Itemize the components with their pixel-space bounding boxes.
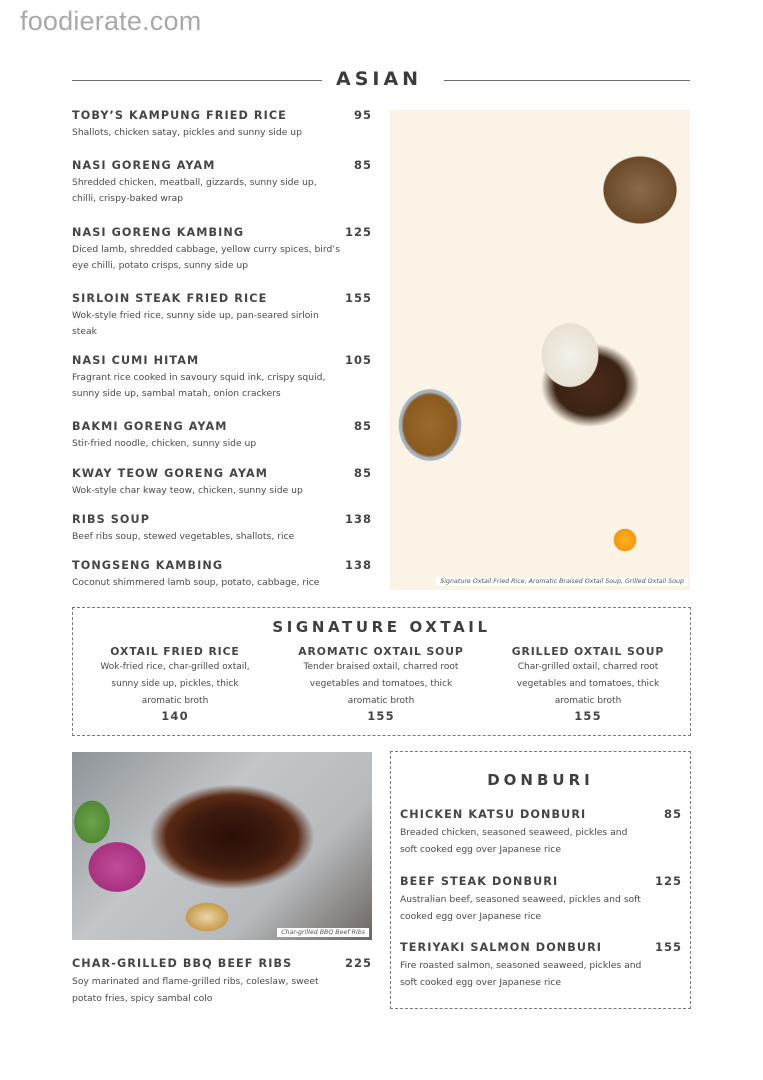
item-description: Fragrant rice cooked in savoury squid ink, crispy squid, sunny side up, sambal matah, onion crackers [72, 372, 326, 399]
item-name: CHICKEN KATSU DONBURI [400, 808, 587, 821]
item-name: TONGSENG KAMBING [72, 559, 224, 572]
item-name: CHAR-GRILLED BBQ BEEF RIBS [72, 957, 293, 970]
donburi-box [390, 751, 691, 1009]
item-name: SIRLOIN STEAK FRIED RICE [72, 292, 268, 305]
item-description: Fire roasted salmon, seasoned seaweed, pickles and soft cooked egg over Japanese rice [400, 960, 642, 988]
item-price: 85 [663, 807, 682, 821]
section-title-signature-oxtail: SIGNATURE OXTAIL [272, 618, 491, 636]
item-name: OXTAIL FRIED RICE [110, 645, 240, 658]
item-description: Stir-fried noodle, chicken, sunny side up [72, 438, 257, 449]
item-price: 155 [574, 709, 602, 723]
item-description: Char-grilled oxtail, charred root vegetables and tomatoes, thick aromatic broth [516, 662, 660, 706]
bbq-ribs-photo [72, 752, 372, 940]
menu-item [72, 108, 372, 141]
item-name: TERIYAKI SALMON DONBURI [400, 941, 603, 954]
item-description: Diced lamb, shredded cabbage, yellow curry spices, bird’s eye chilli, potato crisps, sunny side up [72, 244, 341, 271]
item-description: Soy marinated and flame-grilled ribs, coleslaw, sweet potato fries, spicy sambal colo [72, 976, 319, 1004]
menu-item [72, 353, 372, 402]
item-description: Australian beef, seasoned seaweed, pickles and soft cooked egg over Japanese rice [400, 894, 641, 922]
item-description: Breaded chicken, seasoned seaweed, pickles and soft cooked egg over Japanese rice [400, 827, 628, 855]
menu-item [72, 558, 372, 591]
menu-item [72, 466, 372, 499]
divider-right [444, 80, 690, 81]
menu-item-bbq-ribs [72, 956, 372, 1007]
menu-item [72, 291, 372, 340]
section-title-donburi: DONBURI [487, 771, 594, 789]
item-price: 85 [353, 419, 372, 433]
item-price: 85 [353, 466, 372, 480]
item-price: 95 [353, 108, 372, 122]
item-price: 105 [344, 353, 372, 367]
menu-item [400, 940, 682, 991]
item-price: 138 [344, 558, 372, 572]
item-description: Wok-fried rice, char-grilled oxtail, sunny side up, pickles, thick aromatic broth [100, 662, 250, 706]
photo-caption: Signature Oxtail Fried Rice, Aromatic Braised Oxtail Soup, Grilled Oxtail Soup [436, 577, 688, 586]
item-name: KWAY TEOW GORENG AYAM [72, 467, 269, 480]
item-price: 85 [353, 158, 372, 172]
divider-left [72, 80, 322, 81]
asian-section-header [72, 68, 690, 94]
oxtail-dishes-photo [390, 110, 690, 590]
item-name: BEEF STEAK DONBURI [400, 875, 559, 888]
item-price: 138 [344, 512, 372, 526]
menu-item [281, 645, 481, 723]
item-description: Shredded chicken, meatball, gizzards, sunny side up, chilli, crispy-baked wrap [72, 177, 317, 204]
menu-item [75, 645, 275, 723]
menu-item [72, 225, 372, 274]
item-name: NASI CUMI HITAM [72, 354, 200, 367]
item-name: NASI GORENG KAMBING [72, 226, 245, 239]
menu-item [72, 158, 372, 207]
menu-item [72, 419, 372, 452]
item-price: 155 [654, 940, 682, 954]
photo-caption: Char-grilled BBQ Beef Ribs [277, 928, 369, 937]
item-price: 125 [344, 225, 372, 239]
item-name: AROMATIC OXTAIL SOUP [298, 645, 464, 658]
item-name: NASI GORENG AYAM [72, 159, 216, 172]
item-name: GRILLED OXTAIL SOUP [511, 645, 665, 658]
menu-item [400, 874, 682, 925]
item-description: Beef ribs soup, stewed vegetables, shallots, rice [72, 531, 295, 542]
item-description: Wok-style fried rice, sunny side up, pan-seared sirloin steak [72, 310, 319, 337]
menu-item [72, 512, 372, 545]
menu-item [400, 807, 682, 858]
item-price: 155 [367, 709, 395, 723]
item-price: 140 [161, 709, 189, 723]
item-description: Shallots, chicken satay, pickles and sunny side up [72, 127, 302, 138]
menu-item [488, 645, 688, 723]
item-name: RIBS SOUP [72, 513, 151, 526]
item-price: 155 [344, 291, 372, 305]
item-name: BAKMI GORENG AYAM [72, 420, 228, 433]
item-price: 225 [344, 956, 372, 970]
watermark: foodierate.com [20, 6, 202, 36]
section-title-asian: ASIAN [336, 68, 423, 90]
item-description: Coconut shimmered lamb soup, potato, cabbage, rice [72, 577, 320, 588]
item-description: Wok-style char kway teow, chicken, sunny side up [72, 485, 303, 496]
item-price: 125 [654, 874, 682, 888]
signature-oxtail-box [72, 607, 691, 736]
item-name: TOBY’S KAMPUNG FRIED RICE [72, 109, 287, 122]
item-description: Tender braised oxtail, charred root vegetables and tomatoes, thick aromatic broth [303, 662, 459, 706]
